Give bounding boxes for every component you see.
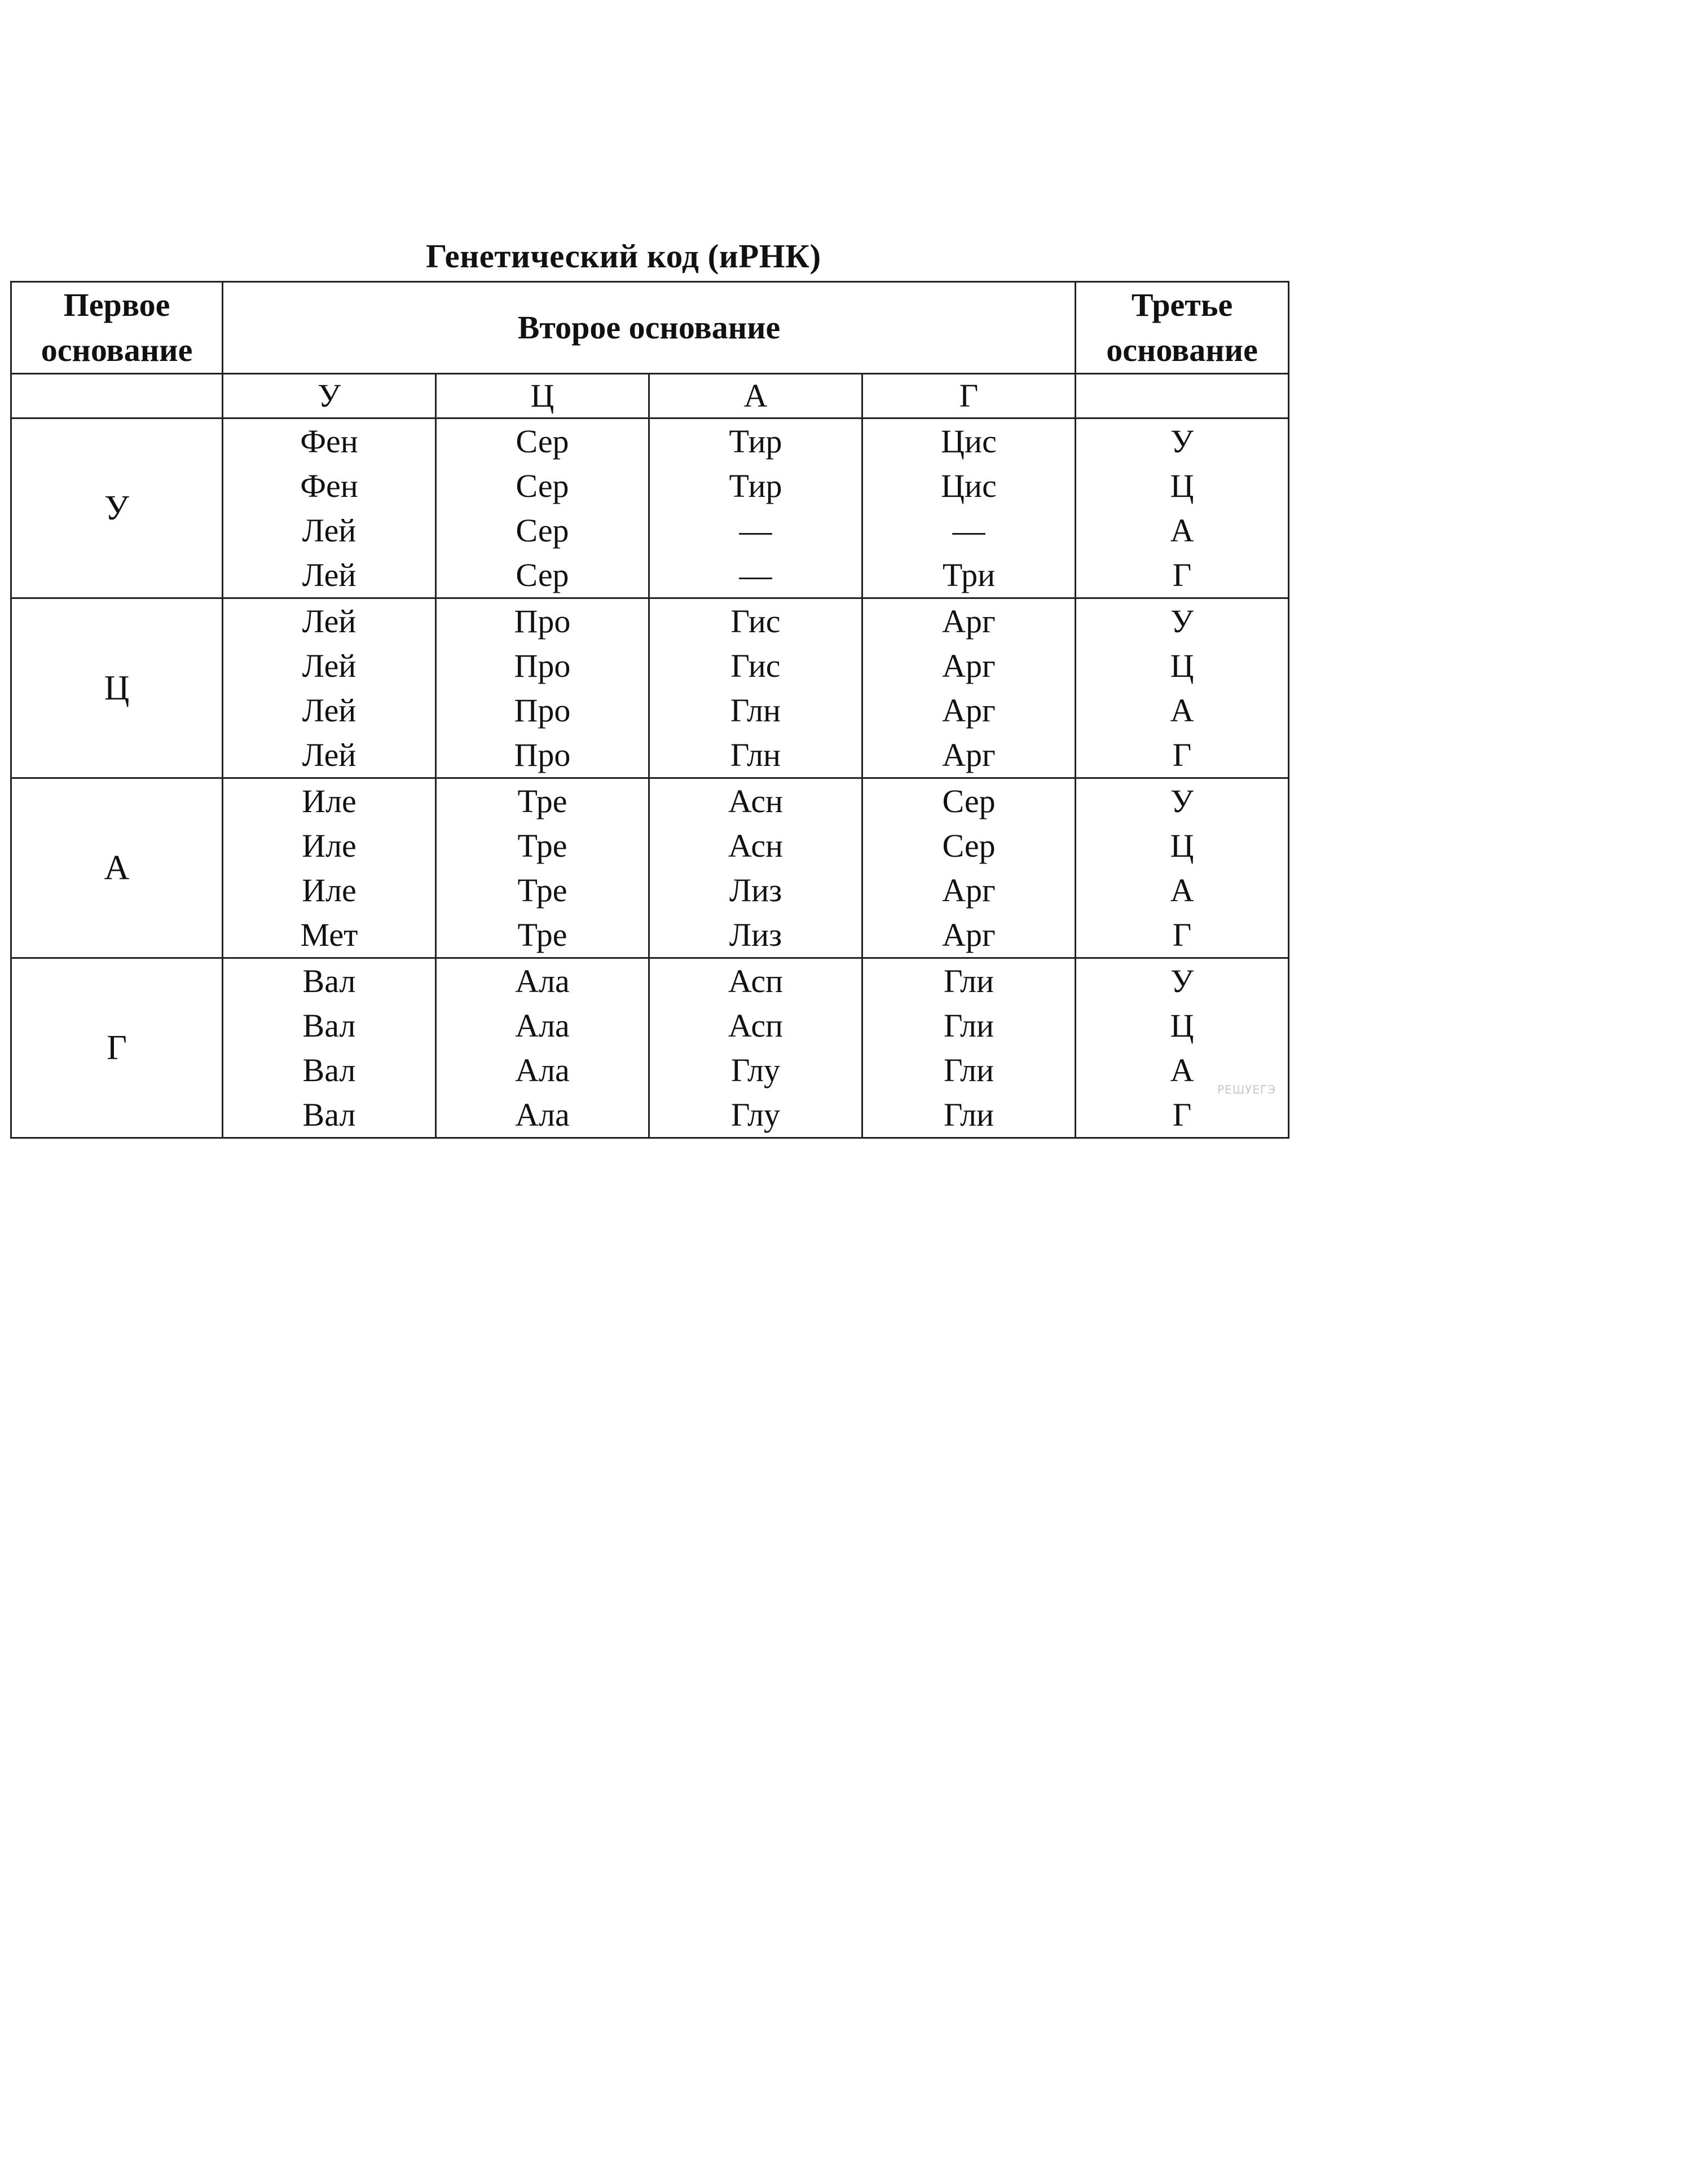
amino-acid-cell [223, 778, 436, 958]
amino-acid: Тре [517, 783, 567, 819]
amino-acid: Про [514, 692, 571, 729]
amino-acid: Лиз [729, 916, 782, 953]
amino-acid: Асп [728, 1007, 783, 1044]
amino-acid: Асн [728, 827, 783, 864]
empty-cell [1076, 374, 1289, 418]
amino-acid: Вал [302, 1052, 356, 1088]
amino-acid-cell [223, 418, 436, 598]
amino-acid-cell [862, 598, 1076, 778]
amino-acid: Про [514, 737, 571, 773]
amino-acid-cell [649, 778, 862, 958]
header-row [11, 282, 1289, 374]
amino-acid: Ала [515, 963, 570, 999]
third-base-letter: А [1170, 1052, 1194, 1088]
amino-acid: Иле [302, 827, 356, 864]
amino-acid: Про [514, 647, 571, 684]
second-base-letter: Ц [436, 374, 649, 418]
amino-acid-cell [436, 958, 649, 1138]
amino-acid: Арг [942, 603, 996, 640]
amino-acid: Арг [942, 737, 996, 773]
amino-acid: Лей [302, 512, 356, 549]
second-base-header: Второе основание [223, 282, 1076, 374]
amino-acid-cell [436, 778, 649, 958]
amino-acid-cell [436, 598, 649, 778]
amino-acid: Про [514, 603, 571, 640]
third-base-header-line1: Третье [1131, 287, 1233, 323]
amino-acid: Ала [515, 1096, 570, 1133]
amino-acid: Сер [516, 468, 569, 504]
third-base-cell [1076, 598, 1289, 778]
third-base-letter: А [1170, 692, 1194, 729]
third-base-letter: У [1170, 963, 1194, 999]
amino-acid: Сер [942, 827, 996, 864]
amino-acid: Асп [728, 963, 783, 999]
amino-acid-cell [862, 418, 1076, 598]
amino-acid: Арг [942, 916, 996, 953]
amino-acid: Гли [943, 1007, 994, 1044]
amino-acid: Иле [302, 872, 356, 909]
genetic-code-table [10, 281, 1289, 1139]
amino-acid: Цис [941, 468, 997, 504]
amino-acid: Цис [941, 423, 997, 460]
second-base-letters-row [11, 374, 1289, 418]
table-title: Генетический код (иРНК) [426, 237, 821, 275]
first-base-letter: А [11, 778, 223, 958]
amino-acid: Гли [943, 1052, 994, 1088]
empty-cell [11, 374, 223, 418]
amino-acid: Вал [302, 963, 356, 999]
amino-acid: Мет [300, 916, 358, 953]
amino-acid: Глн [730, 737, 781, 773]
third-base-letter: А [1170, 512, 1194, 549]
amino-acid: Три [942, 557, 996, 593]
amino-acid: Лей [302, 737, 356, 773]
codon-group-row [11, 418, 1289, 598]
codon-group-row [11, 958, 1289, 1138]
third-base-cell [1076, 778, 1289, 958]
third-base-letter: Г [1172, 1096, 1192, 1133]
amino-acid-cell [649, 418, 862, 598]
first-base-letter: Ц [11, 598, 223, 778]
amino-acid: Глу [730, 1096, 781, 1133]
amino-acid-cell [862, 778, 1076, 958]
third-base-header-line2: основание [1106, 332, 1258, 368]
amino-acid-cell [649, 958, 862, 1138]
first-base-header-line2: основание [41, 332, 193, 368]
amino-acid-cell [862, 958, 1076, 1138]
amino-acid: Лей [302, 647, 356, 684]
third-base-letter: Ц [1170, 468, 1194, 504]
amino-acid: Гис [730, 647, 781, 684]
watermark: РЕШУЕГЭ [1217, 1083, 1276, 1096]
codon-group-row [11, 598, 1289, 778]
first-base-letter: Г [11, 958, 223, 1138]
first-base-header-line1: Первое [63, 287, 170, 323]
first-base-letter: У [11, 418, 223, 598]
amino-acid: — [739, 512, 772, 549]
amino-acid: Ала [515, 1007, 570, 1044]
third-base-letter: Ц [1170, 827, 1194, 864]
amino-acid: Гис [730, 603, 781, 640]
amino-acid: Фен [300, 468, 358, 504]
amino-acid: Арг [942, 647, 996, 684]
amino-acid: Лиз [729, 872, 782, 909]
amino-acid: Тир [729, 468, 782, 504]
first-base-header [11, 282, 223, 374]
amino-acid: Глн [730, 692, 781, 729]
codon-group-row [11, 778, 1289, 958]
third-base-letter: У [1170, 423, 1194, 460]
amino-acid: Тре [517, 827, 567, 864]
amino-acid: Вал [302, 1096, 356, 1133]
amino-acid: Лей [302, 557, 356, 593]
amino-acid: Гли [943, 1096, 994, 1133]
amino-acid: Лей [302, 603, 356, 640]
amino-acid-cell [436, 418, 649, 598]
amino-acid: Ала [515, 1052, 570, 1088]
amino-acid: — [739, 557, 772, 593]
amino-acid: Лей [302, 692, 356, 729]
amino-acid: Арг [942, 872, 996, 909]
third-base-letter: Г [1172, 557, 1192, 593]
second-base-letter: А [649, 374, 862, 418]
amino-acid: Сер [516, 557, 569, 593]
amino-acid-cell [649, 598, 862, 778]
amino-acid-cell [223, 598, 436, 778]
amino-acid: Асн [728, 783, 783, 819]
amino-acid: Сер [516, 423, 569, 460]
third-base-cell [1076, 418, 1289, 598]
amino-acid: Сер [942, 783, 996, 819]
amino-acid: Глу [730, 1052, 781, 1088]
third-base-header [1076, 282, 1289, 374]
amino-acid: Вал [302, 1007, 356, 1044]
third-base-letter: А [1170, 872, 1194, 909]
amino-acid: Фен [300, 423, 358, 460]
third-base-cell [1076, 958, 1289, 1138]
third-base-letter: У [1170, 783, 1194, 819]
third-base-letter: У [1170, 603, 1194, 640]
amino-acid: Иле [302, 783, 356, 819]
third-base-letter: Ц [1170, 1007, 1194, 1044]
amino-acid: Тир [729, 423, 782, 460]
third-base-letter: Ц [1170, 647, 1194, 684]
second-base-letter: Г [862, 374, 1076, 418]
amino-acid: Тре [517, 872, 567, 909]
amino-acid: — [952, 512, 985, 549]
amino-acid-cell [223, 958, 436, 1138]
second-base-letter: У [223, 374, 436, 418]
amino-acid: Сер [516, 512, 569, 549]
amino-acid: Гли [943, 963, 994, 999]
amino-acid: Тре [517, 916, 567, 953]
amino-acid: Арг [942, 692, 996, 729]
third-base-letter: Г [1172, 916, 1192, 953]
third-base-letter: Г [1172, 737, 1192, 773]
